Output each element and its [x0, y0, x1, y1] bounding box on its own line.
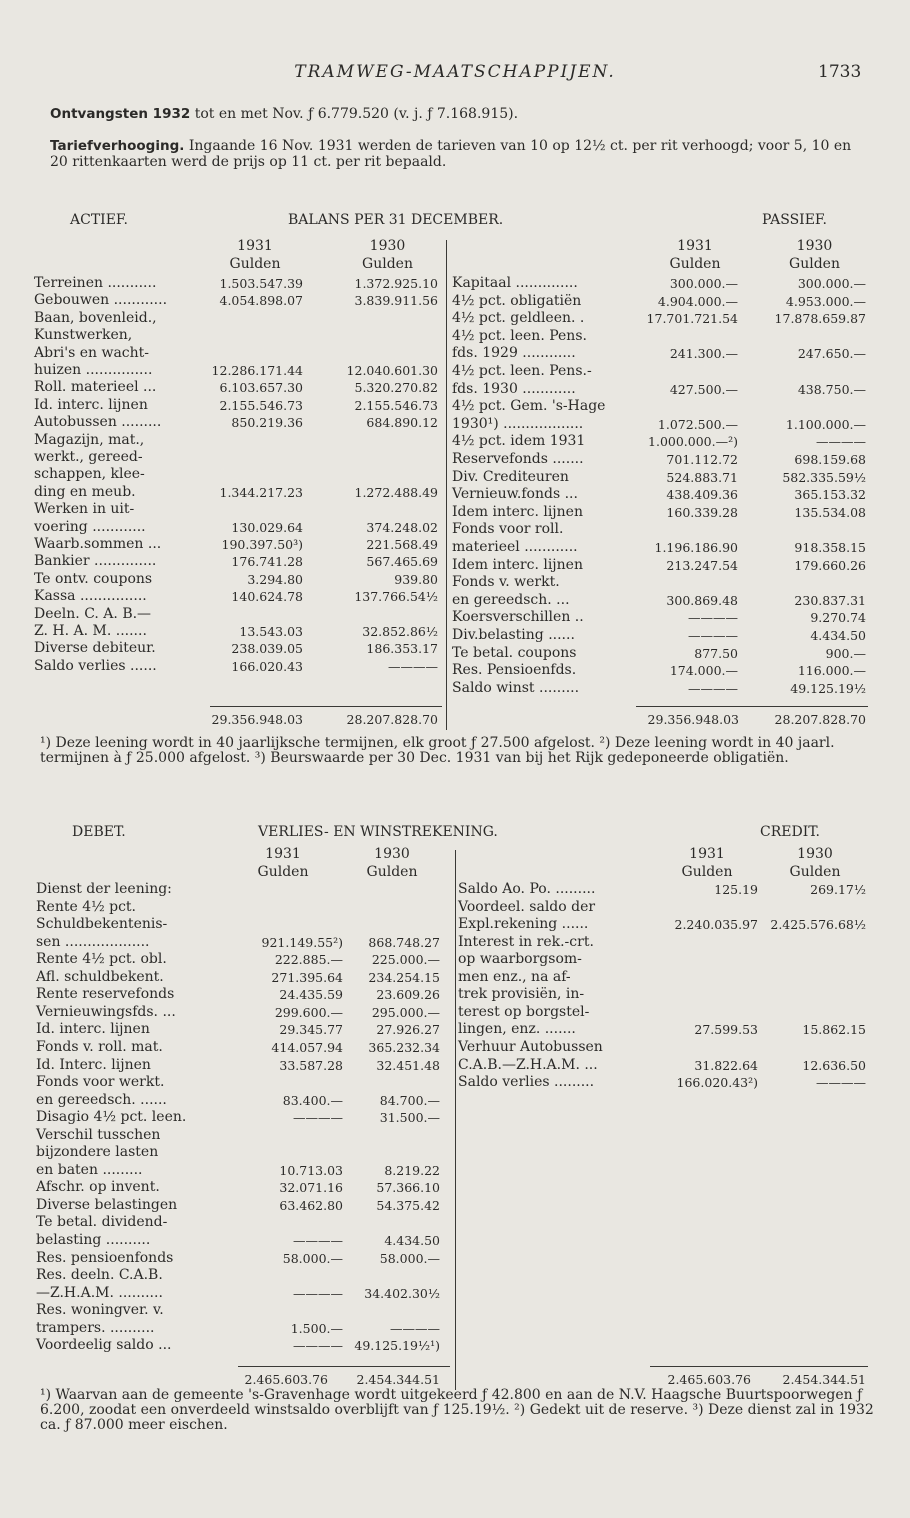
- passief-row-label: materieel ............: [452, 539, 578, 555]
- actief-row-value-1931: 4.054.898.07: [219, 293, 303, 309]
- passief-row-value-1931: 241.300.—: [669, 346, 738, 362]
- passief-row-value-1931: 174.000.—: [669, 663, 738, 679]
- balans-total-r2: 28.207.828.70: [774, 712, 866, 727]
- winst-l-unit2: Gulden: [366, 864, 418, 880]
- debet-row-label: Disagio 4½ pct. leen.: [36, 1109, 187, 1126]
- actief-row-label: werkt., gereed-: [34, 449, 143, 465]
- credit-row-value-1931: 125.19: [714, 882, 758, 897]
- winst-total-r1: 2.465.603.76: [667, 1372, 751, 1387]
- passief-row-value-1931: 438.409.36: [666, 487, 738, 503]
- balans-r-unit1: Gulden: [669, 256, 721, 272]
- passief-row-value-1930: 135.534.08: [794, 504, 866, 520]
- balans-l-unit2: Gulden: [362, 256, 413, 272]
- credit-row-value-1931: 27.599.53: [694, 1022, 758, 1038]
- actief-row-label: Roll. materieel ...: [34, 379, 157, 396]
- passief-row-value-1930: 4.953.000.—: [785, 293, 866, 309]
- debet-row-value-1931: 58.000.—: [282, 1250, 343, 1266]
- credit-row-value-1931: 2.240.035.97: [674, 917, 758, 933]
- passief-row-label: 1930¹) ..................: [452, 415, 584, 432]
- actief-row-label: Autobussen .........: [34, 414, 162, 431]
- actief-row-label: Deeln. C. A. B.—: [34, 605, 152, 622]
- winst-debet-title: DEBET.: [72, 824, 126, 840]
- debet-row-value-1931: 29.345.77: [279, 1022, 343, 1038]
- actief-row-value-1931: 13.543.03: [239, 624, 303, 639]
- debet-row-value-1931: ————: [293, 1338, 343, 1354]
- debet-row-value-1930: 31.500.—: [379, 1110, 440, 1126]
- debet-row-value-1930: ————: [390, 1320, 440, 1336]
- debet-row-label: Rente 4½ pct.: [36, 898, 137, 915]
- actief-row-value-1930: 12.040.601.30: [346, 363, 438, 378]
- debet-row-label: Fonds v. roll. mat.: [36, 1038, 163, 1055]
- passief-row-label: Fonds voor roll.: [452, 521, 564, 538]
- debet-row-label: en gereedsch. ......: [36, 1091, 167, 1108]
- passief-row-label: 4½ pct. Gem. 's-Hage: [452, 398, 606, 415]
- winst-title: VERLIES- EN WINSTREKENING.: [258, 824, 498, 840]
- balans-l-year1: 1931: [237, 238, 273, 254]
- debet-row-value-1930: 57.366.10: [376, 1180, 440, 1196]
- actief-row-value-1931: 130.029.64: [231, 519, 303, 535]
- debet-row-value-1930: 4.434.50: [384, 1233, 440, 1248]
- debet-row-value-1931: 33.587.28: [279, 1057, 343, 1073]
- debet-row-label: Id. interc. lijnen: [36, 1021, 150, 1038]
- actief-row-label: Kassa ...............: [34, 588, 147, 605]
- passief-row-value-1930: 1.100.000.—: [785, 416, 866, 432]
- actief-row-value-1930: 939.80: [394, 571, 438, 587]
- actief-row-value-1931: 140.624.78: [231, 589, 303, 605]
- debet-row-label: Vernieuwingsfds. ...: [36, 1003, 176, 1020]
- winst-r-unit2: Gulden: [789, 864, 841, 880]
- debet-row-value-1930: 8.219.22: [384, 1162, 440, 1178]
- debet-row-value-1930: 234.254.15: [368, 969, 440, 985]
- passief-row-value-1931: ————: [688, 610, 738, 626]
- actief-row-label: Baan, bovenleid.,: [34, 309, 157, 326]
- balans-r-unit2: Gulden: [789, 256, 840, 272]
- passief-row-label: fds. 1929 ............: [452, 345, 576, 362]
- balans-total-l1: 29.356.948.03: [211, 712, 303, 727]
- debet-row-label: Rente reservefonds: [36, 986, 175, 1003]
- actief-row-label: Kunstwerken,: [34, 327, 133, 344]
- actief-row-value-1931: 850.219.36: [231, 415, 303, 431]
- debet-row-value-1930: 295.000.—: [371, 1004, 440, 1020]
- actief-row-value-1930: 5.320.270.82: [354, 380, 438, 396]
- credit-row-label: Saldo Ao. Po. .........: [458, 881, 596, 897]
- winst-l-unit1: Gulden: [257, 864, 309, 880]
- balans-total-rule-left: [210, 706, 442, 707]
- passief-row-label: 4½ pct. leen. Pens.: [452, 327, 587, 344]
- debet-row-label: trampers. ..........: [36, 1319, 155, 1336]
- actief-row-value-1930: 221.568.49: [366, 537, 438, 552]
- actief-row-label: Bankier ..............: [34, 553, 157, 570]
- debet-row-value-1931: 32.071.16: [279, 1180, 343, 1196]
- debet-row-label: Voordeelig saldo ...: [36, 1337, 172, 1354]
- actief-row-label: Waarb.sommen ...: [34, 536, 162, 552]
- tarief-text: Ingaande 16 Nov. 1931 werden de tarieven van 10 op 12½ ct. per rit verhoogd; voor 5, 10 en 20 rittenkaarten werd de prijs op 11 ct. per rit bepaald.: [50, 138, 852, 170]
- debet-row-value-1930: 49.125.19½¹): [354, 1338, 440, 1354]
- debet-row-label: Fonds voor werkt.: [36, 1074, 165, 1091]
- actief-row-label: huizen ...............: [34, 362, 153, 378]
- balans-l-year2: 1930: [369, 238, 406, 254]
- passief-row-value-1930: 179.660.26: [794, 557, 866, 573]
- actief-row-label: Abri's en wacht-: [34, 344, 150, 361]
- winst-total-r2: 2.454.344.51: [782, 1372, 866, 1387]
- passief-row-label: Koersverschillen ..: [452, 609, 584, 626]
- debet-row-label: Afl. schuldbekent.: [36, 968, 164, 985]
- actief-row-label: Magazijn, mat.,: [34, 431, 145, 448]
- actief-row-value-1930: 186.353.17: [366, 641, 438, 657]
- balans-divider: [446, 240, 447, 730]
- debet-row-value-1931: 414.057.94: [271, 1039, 343, 1055]
- passief-row-value-1930: 49.125.19½: [790, 680, 866, 696]
- debet-row-label: Verschil tusschen: [36, 1126, 161, 1143]
- actief-row-label: voering ............: [34, 518, 146, 535]
- actief-row-value-1931: 1.503.547.39: [219, 276, 303, 291]
- credit-row-value-1930: 2.425.576.68½: [770, 917, 866, 933]
- actief-row-value-1930: 137.766.54½: [354, 589, 438, 605]
- credit-row-label: Voordeel. saldo der: [458, 898, 596, 915]
- debet-row-value-1931: 921.149.55²): [261, 934, 343, 950]
- passief-row-label: Te betal. coupons: [452, 644, 577, 661]
- debet-row-value-1931: 222.885.—: [274, 952, 343, 968]
- passief-row-label: Div. Crediteuren: [452, 468, 569, 485]
- credit-row-value-1931: 31.822.64: [694, 1057, 758, 1073]
- passief-row-value-1931: 4.904.000.—: [657, 293, 738, 309]
- balans-l-unit1: Gulden: [229, 256, 281, 272]
- actief-row-value-1931: 1.344.217.23: [219, 484, 303, 500]
- passief-row-label: 4½ pct. leen. Pens.-: [452, 363, 592, 379]
- passief-row-label: 4½ pct. idem 1931: [452, 433, 586, 450]
- running-title: TRAMWEG-MAATSCHAPPIJEN.: [294, 62, 616, 82]
- balans-actief-title: ACTIEF.: [70, 212, 128, 228]
- passief-row-value-1931: 213.247.54: [666, 557, 738, 573]
- debet-row-label: belasting ..........: [36, 1232, 151, 1248]
- balans-title: BALANS PER 31 DECEMBER.: [288, 212, 504, 228]
- passief-row-value-1930: 582.335.59½: [782, 469, 866, 485]
- debet-row-value-1931: ————: [293, 1110, 343, 1126]
- passief-row-value-1931: ————: [688, 628, 738, 643]
- winst-total-rule-left: [238, 1366, 450, 1367]
- balans-total-rule-right: [636, 706, 868, 707]
- debet-row-value-1931: 271.395.64: [271, 969, 343, 985]
- passief-row-value-1930: 230.837.31: [794, 592, 866, 608]
- credit-row-label: men enz., na af-: [458, 968, 571, 985]
- passief-row-label: Idem interc. lijnen: [452, 556, 583, 573]
- debet-row-label: sen ...................: [36, 933, 150, 950]
- passief-row-label: 4½ pct. geldleen. .: [452, 310, 585, 327]
- winst-credit-title: CREDIT.: [760, 824, 820, 840]
- actief-row-value-1930: 3.839.911.56: [354, 293, 438, 309]
- debet-row-value-1931: ————: [293, 1285, 343, 1301]
- passief-row-value-1930: 918.358.15: [794, 540, 866, 555]
- credit-row-label: lingen, enz. .......: [458, 1021, 576, 1038]
- passief-row-label: Div.belasting ......: [452, 627, 575, 643]
- debet-row-value-1930: 23.609.26: [376, 987, 440, 1003]
- credit-row-label: Verhuur Autobussen: [458, 1038, 603, 1055]
- passief-row-value-1930: 4.434.50: [810, 628, 866, 643]
- page-number: 1733: [818, 62, 862, 82]
- credit-row-label: op waarborgsom-: [458, 951, 582, 968]
- passief-row-value-1930: 438.750.—: [797, 381, 866, 397]
- credit-row-value-1930: 15.862.15: [802, 1022, 866, 1038]
- passief-row-value-1930: 17.878.659.87: [774, 311, 866, 327]
- tarief-label: Tariefverhooging.: [50, 138, 185, 154]
- debet-row-value-1931: 24.435.59: [279, 987, 343, 1003]
- credit-row-value-1931: 166.020.43²): [676, 1075, 758, 1091]
- credit-row-label: terest op borgstel-: [458, 1003, 590, 1020]
- actief-row-value-1930: 32.852.86½: [362, 624, 438, 639]
- passief-row-value-1931: 1.072.500.—: [657, 416, 738, 432]
- debet-row-label: —Z.H.A.M. ..........: [36, 1284, 163, 1301]
- balans-r-year2: 1930: [796, 238, 833, 254]
- debet-row-value-1930: 34.402.30½: [364, 1285, 440, 1301]
- passief-row-value-1931: 877.50: [694, 645, 738, 661]
- debet-row-label: Schuldbekentenis-: [36, 916, 168, 933]
- passief-row-value-1931: 17.701.721.54: [646, 311, 738, 327]
- passief-row-label: Saldo winst .........: [452, 679, 580, 696]
- debet-row-label: Res. pensioenfonds: [36, 1249, 174, 1266]
- balans-total-l2: 28.207.828.70: [346, 712, 438, 727]
- passief-row-label: 4½ pct. obligatiën: [452, 292, 582, 309]
- winst-total-l1: 2.465.603.76: [244, 1372, 328, 1387]
- passief-row-label: Kapitaal ..............: [452, 275, 578, 291]
- passief-row-label: Reservefonds .......: [452, 451, 584, 467]
- ontvangsten-text: tot en met Nov. ƒ 6.779.520 (v. j. ƒ 7.168.915).: [194, 106, 519, 122]
- passief-row-value-1931: 160.339.28: [666, 504, 738, 520]
- debet-row-label: Afschr. op invent.: [36, 1179, 160, 1196]
- ontvangsten-label: Ontvangsten 1932: [50, 106, 191, 122]
- balans-total-r1: 29.356.948.03: [647, 712, 739, 727]
- debet-row-label: en baten .........: [36, 1161, 143, 1178]
- debet-row-label: Res. woningver. v.: [36, 1302, 164, 1319]
- debet-row-value-1930: 365.232.34: [368, 1039, 440, 1055]
- debet-row-value-1930: 225.000.—: [371, 952, 440, 968]
- actief-row-value-1930: 567.465.69: [366, 554, 438, 570]
- winst-l-year2: 1930: [374, 846, 410, 862]
- passief-row-value-1930: 9.270.74: [810, 610, 866, 626]
- passief-row-value-1930: 300.000.—: [797, 276, 866, 291]
- actief-row-value-1930: 374.248.02: [366, 519, 438, 535]
- passief-row-value-1931: 300.869.48: [666, 592, 738, 608]
- credit-row-label: Expl.rekening ......: [458, 916, 589, 933]
- passief-row-value-1931: 524.883.71: [666, 469, 738, 485]
- ontvangsten-line: [50, 106, 518, 122]
- actief-row-value-1930: 1.272.488.49: [354, 484, 438, 500]
- actief-row-label: Terreinen ...........: [34, 275, 157, 291]
- winst-r-unit1: Gulden: [681, 864, 733, 880]
- credit-row-value-1930: ————: [816, 1075, 866, 1091]
- actief-row-label: Id. interc. lijnen: [34, 396, 148, 413]
- passief-row-label: fds. 1930 ............: [452, 380, 576, 397]
- actief-row-value-1931: 3.294.80: [247, 571, 303, 587]
- debet-row-label: Dienst der leening:: [36, 881, 172, 897]
- passief-row-value-1930: 365.153.32: [794, 487, 866, 503]
- actief-row-value-1930: 684.890.12: [366, 415, 438, 431]
- balans-r-year1: 1931: [677, 238, 713, 254]
- balans-passief-title: PASSIEF.: [762, 212, 827, 228]
- actief-row-value-1930: ————: [388, 658, 438, 674]
- debet-row-value-1930: 84.700.—: [379, 1092, 440, 1108]
- credit-row-value-1930: 269.17½: [810, 882, 866, 897]
- credit-row-label: trek provisiën, in-: [458, 986, 585, 1003]
- passief-row-value-1931: 1.196.186.90: [654, 540, 738, 555]
- actief-row-label: Te ontv. coupons: [34, 570, 153, 587]
- actief-row-label: Werken in uit-: [34, 501, 135, 518]
- winst-divider: [455, 850, 456, 1390]
- actief-row-value-1930: 2.155.546.73: [354, 397, 438, 413]
- winst-total-rule-right: [650, 1366, 868, 1367]
- actief-row-label: Gebouwen ............: [34, 292, 168, 309]
- debet-row-label: Te betal. dividend-: [36, 1214, 168, 1231]
- debet-row-value-1930: 868.748.27: [368, 934, 440, 950]
- actief-row-value-1931: 2.155.546.73: [219, 397, 303, 413]
- debet-row-value-1931: 10.713.03: [279, 1162, 343, 1178]
- actief-row-value-1931: 176.741.28: [231, 554, 303, 570]
- debet-row-value-1931: 63.462.80: [279, 1197, 343, 1213]
- debet-row-value-1930: 27.926.27: [376, 1022, 440, 1038]
- winst-footnote: ¹) Waarvan aan de gemeente 's-Gravenhage wordt uitgekeerd ƒ 42.800 en aan de N.V. Haagsche Buurtspoorwegen ƒ 6.200, zoodat een onverdeeld winstsaldo overblijft van ƒ 125.19½. ²) Gedekt uit de reserve. ³) Deze dienst zal in 1932 ca. ƒ 87.000 meer eischen.: [40, 1387, 874, 1433]
- winst-r-year1: 1931: [689, 846, 725, 862]
- passief-row-value-1931: 300.000.—: [669, 276, 738, 291]
- actief-row-value-1931: 166.020.43: [231, 658, 303, 674]
- actief-row-label: schappen, klee-: [34, 466, 145, 483]
- credit-row-label: Interest in rek.-crt.: [458, 933, 594, 950]
- debet-row-value-1931: 299.600.—: [274, 1004, 343, 1020]
- debet-row-label: Rente 4½ pct. obl.: [36, 951, 167, 968]
- debet-row-value-1931: 1.500.—: [290, 1320, 343, 1336]
- debet-row-label: Id. Interc. lijnen: [36, 1056, 151, 1073]
- credit-row-label: C.A.B.—Z.H.A.M. ...: [458, 1056, 598, 1073]
- passief-row-label: Fonds v. werkt.: [452, 574, 560, 591]
- actief-row-value-1931: 190.397.50³): [221, 537, 303, 552]
- debet-row-label: Res. deeln. C.A.B.: [36, 1267, 163, 1284]
- passief-row-value-1931: ————: [688, 680, 738, 696]
- balans-footnote: ¹) Deze leening wordt in 40 jaarlijksche termijnen, elk groot ƒ 27.500 afgelost. ²) Deze leening wordt in 40 jaarl. termijnen à ƒ 25.000 afgelost. ³) Beurswaarde per 30 Dec. 1931 van bij het Rijk gedeponeerde obligatiën.: [40, 735, 835, 766]
- tarief-paragraph: [50, 138, 865, 170]
- debet-row-label: Diverse belastingen: [36, 1196, 178, 1213]
- actief-row-label: ding en meub.: [34, 483, 136, 500]
- actief-row-label: Z. H. A. M. .......: [34, 623, 147, 639]
- passief-row-value-1930: ————: [816, 434, 866, 450]
- actief-row-value-1931: 238.039.05: [231, 641, 303, 657]
- passief-row-value-1930: 116.000.—: [797, 663, 866, 679]
- passief-row-label: Idem interc. lijnen: [452, 503, 583, 520]
- debet-row-value-1931: 83.400.—: [282, 1092, 343, 1108]
- passief-row-value-1930: 900.—: [825, 645, 866, 661]
- actief-row-value-1930: 1.372.925.10: [354, 276, 438, 291]
- actief-row-label: Diverse debiteur.: [34, 640, 156, 657]
- actief-row-value-1931: 12.286.171.44: [211, 363, 303, 378]
- debet-row-value-1930: 54.375.42: [376, 1197, 440, 1213]
- passief-row-value-1931: 1.000.000.—²): [648, 434, 738, 450]
- credit-row-label: Saldo verlies .........: [458, 1074, 595, 1091]
- debet-row-value-1930: 32.451.48: [376, 1057, 440, 1073]
- actief-row-label: Saldo verlies ......: [34, 657, 157, 674]
- debet-row-value-1930: 58.000.—: [379, 1250, 440, 1266]
- passief-row-label: Vernieuw.fonds ...: [452, 486, 578, 503]
- debet-row-value-1931: ————: [293, 1233, 343, 1248]
- passief-row-label: en gereedsch. ...: [452, 591, 570, 608]
- credit-row-value-1930: 12.636.50: [802, 1057, 866, 1073]
- passief-row-label: Res. Pensioenfds.: [452, 662, 577, 679]
- passief-row-value-1931: 427.500.—: [669, 381, 738, 397]
- passief-row-value-1931: 701.112.72: [666, 452, 738, 467]
- winst-l-year1: 1931: [265, 846, 301, 862]
- winst-r-year2: 1930: [797, 846, 833, 862]
- passief-row-value-1930: 698.159.68: [794, 452, 866, 467]
- passief-row-value-1930: 247.650.—: [797, 346, 866, 362]
- debet-row-label: bijzondere lasten: [36, 1144, 159, 1161]
- actief-row-value-1931: 6.103.657.30: [219, 380, 303, 396]
- winst-total-l2: 2.454.344.51: [356, 1372, 440, 1387]
